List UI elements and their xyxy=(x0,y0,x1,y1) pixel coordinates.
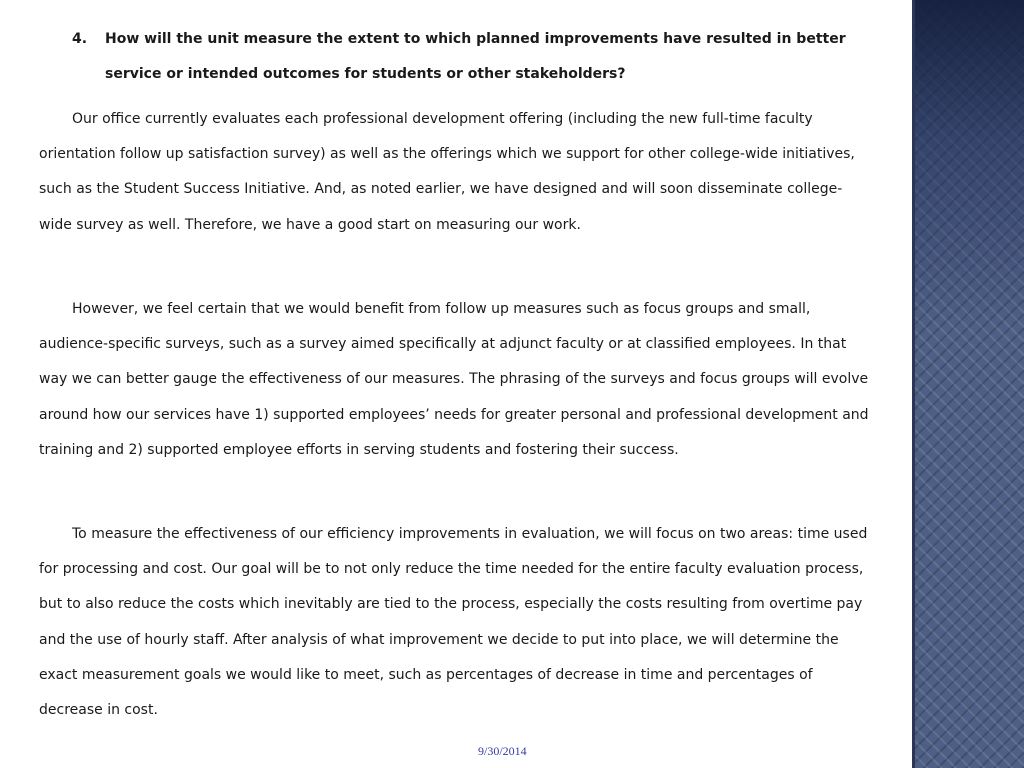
paragraph-current-evaluation: Our office currently evaluates each professional development offering (including the new full-time faculty orientation follow up satisfaction survey) as well as the offerings which we support for other college-wide initiatives, such as the Student Success Initiative. And, as noted earlier, we have designed and will soon disseminate college-wide survey as well. Therefore, we have a good start on measuring our work. xyxy=(39,111,855,233)
question-heading xyxy=(72,22,902,92)
footer-date: 9/30/2014 xyxy=(478,744,527,758)
question-number: 4. xyxy=(72,31,88,47)
question-text: How will the unit measure the extent to which planned improvements have resulted in better service or intended outcomes for students or other stakeholders? xyxy=(105,31,846,82)
paragraph-follow-up-measures: However, we feel certain that we would benefit from follow up measures such as focus groups and small, audience-specific surveys, such as a survey aimed specifically at adjunct faculty or at classified employees. In that way we can better gauge the effectiveness of our measures. The phrasing of the surveys and focus groups will evolve around how our services have 1) supported employees’ needs for greater personal and professional development and training and 2) supported employee efforts in serving students and fostering their success. xyxy=(39,301,869,458)
sidebar-edge xyxy=(912,0,915,768)
paragraph-efficiency-measures: To measure the effectiveness of our efficiency improvements in evaluation, we will focus on two areas: time used for processing and cost. Our goal will be to not only reduce the time needed for the entire faculty evaluation process, but to also reduce the costs which inevitably are tied to the process, especially the costs resulting from overtime pay and the use of hourly staff. After analysis of what improvement we decide to put into place, we will determine the exact measurement goals we would like to meet, such as percentages of decrease in time and percentages of decrease in cost. xyxy=(39,526,868,719)
decorative-sidebar xyxy=(912,0,1024,768)
